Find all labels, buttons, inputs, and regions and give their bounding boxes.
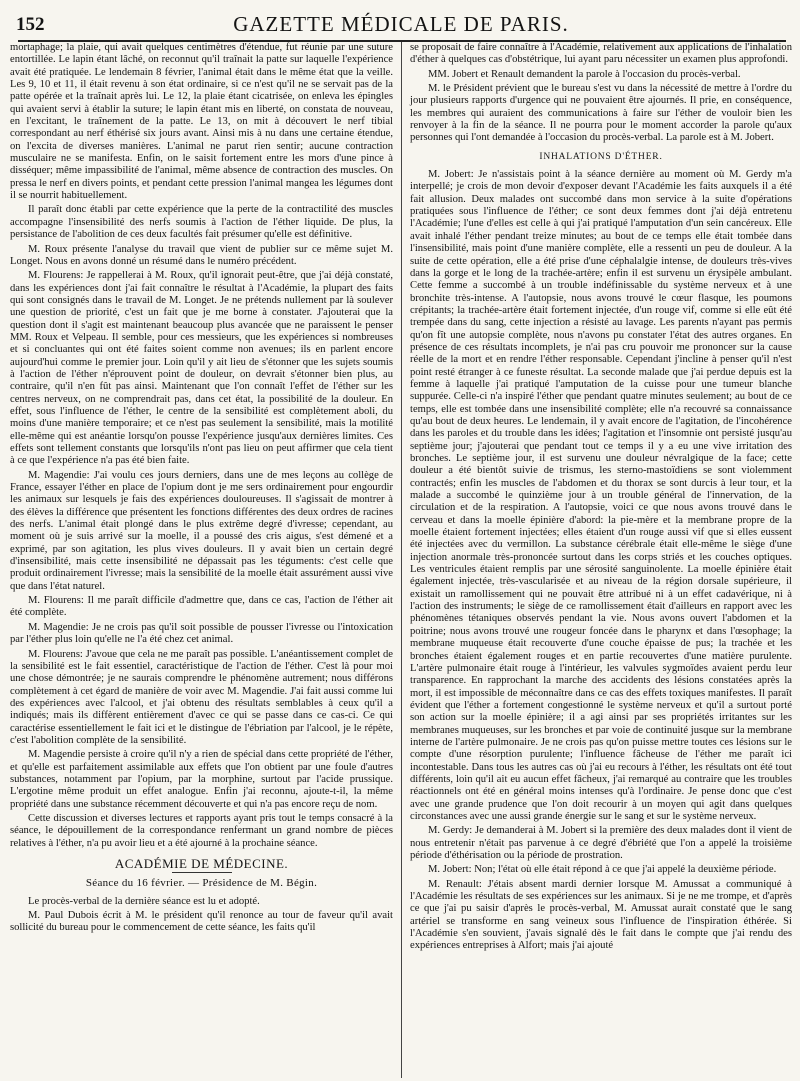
seance-title: Séance du 16 février. — Présidence de M. Bégin.: [85, 877, 318, 890]
paragraph: M. Renault: J'étais absent mardi dernier lorsque M. Amussat a communiqué à l'Académie les résultats de ses expériences sur les animaux. Si je ne me trompe, et d'après ce que j'ai pu saisir d'après le procès-verbal, M. Amussat aurait constaté que le sang artériel se transforme en sang veineux sous l'influence de l'inspiration éthérée. Si l'Académie s'en souvient, j'avais signalé dès le fait dans le compte que j'ai rendu des expériences entreprises à Alfort; mais j'ai ajouté: [410, 878, 792, 952]
paragraph: M. Magendie: Je ne crois pas qu'il soit possible de pousser l'ivresse ou l'intoxication par l'éther plus loin qu'elle ne l'a été chez cet animal.: [10, 621, 393, 646]
paragraph: M. Gerdy: Je demanderai à M. Jobert si la première des deux malades dont il vient de nous entretenir n'était pas parvenue à ce degré d'ébriété que l'on a appelé la troisième période d'éthérisation ou la période de prostration.: [410, 825, 792, 861]
subheading: INHALATIONS D'ÉTHER.: [539, 151, 663, 162]
paragraph: M. Flourens: Il me paraît difficile d'admettre que, dans ce cas, l'action de l'éther ait été complète.: [10, 595, 393, 619]
paragraph: M. Jobert: Non; l'état où elle était répond à ce que j'ai appelé la deuxième période.: [428, 864, 777, 876]
paragraph: Le procès-verbal de la dernière séance est lu et adopté.: [28, 895, 260, 907]
paragraph: M. le Président prévient que le bureau s'est vu dans la nécessité de mettre à l'ordre du jour plusieurs rapports d'urgence qui ne pouvaient être ajournés. Il prie, en conséquence, les membres qui auraient des communications à faire sur l'éther de vouloir bien les renvoyer à la fin de la séance. Il ne pourra pour le moment accorder la parole qu'aux personnes qui l'ont demandée à l'occasion du procès-verbal. La parole est à M. Jobert.: [410, 83, 792, 144]
header-rule: [18, 40, 786, 42]
paragraph: MM. Jobert et Renault demandent la parole à l'occasion du procès-verbal.: [428, 68, 741, 80]
paragraph: M. Flourens: J'avoue que cela ne me paraît pas possible. L'anéantissement complet de la sensibilité est le fait essentiel, caractéristique de l'action de l'éther. C'est là pour moi une chose démontrée; je ne saurais comprendre le phénomène autrement; nous différons complètement à cet égard de manière de voir avec M. Magendie. J'ai fait aussi comme lui des expériences avec l'alcool, et j'ai obtenu des résultats semblables à ceux qu'il a indiqués; mais ils diffèrent entièrement d'avec ce qui se passe dans ce cas-ci. Ce qui caractérise essentiellement le fait ici et le distingue de l'ébriation par l'alcool, je le répète, c'est l'abolition complète de la sensibilité.: [10, 648, 393, 746]
paragraph: M. Flourens: Je rappellerai à M. Roux, qu'il ignorait peut-être, que j'ai déjà constaté, dans les expériences dont j'ai fait connaître le résultat à l'Académie, la plupart des faits qui sont consignés dans le travail de M. Longet. Je ne prétends nullement par là soulever une question de priorité, c'est un fait que je me borne à constater. J'ajouterai que la question dont il s'agit est maintenant beaucoup plus avancée que ne paraissent le penser MM. Roux et Velpeau. Il semble, pour ces messieurs, que les expériences si nombreuses et si concluantes qui ont été faites soient comme non avenues; ils en parlent encore aujourd'hui comme le premier jour. Loin qu'il y ait lieu de s'étonner que les sujets soumis à l'action de l'éther n'éprouvent point de douleur, on devrait s'étonner bien plus, au contraire, qu'il n'en fût pas ainsi. Maintenant que l'on connaît l'effet de l'éther sur les centres nerveux, on ne comprendrait pas, dans cet état, la possibilité de la douleur. En effet, sous l'influence de l'éther, le centre de la sensibilité est complètement aboli, du moins d'une manière temporaire; et ce n'est pas seulement la sensibilité, mais la motilité elle-même qui est anéantie lorsqu'on pousse l'expérience jusqu'aux dernières limites. Ces effets sont tellement constants que lorsqu'ils n'ont pas lieu on peut affirmer que cela tient à ce que l'expérience n'a pas été bien faite.: [10, 270, 393, 467]
section-rule: [172, 872, 232, 873]
page-number: 152: [16, 14, 45, 35]
paragraph: M. Jobert: Je n'assistais point à la séance dernière au moment où M. Gerdy m'a interpellé; je crois de mon devoir d'exposer devant l'Académie les faits auxquels il a été fait allusion. Deux malades ont succombé dans mon service à la suite d'opérations pratiquées sous l'influence de l'éther; ce sont deux femmes dont j'ai déjà entretenu l'Académie; l'une d'elles est celle à qui j'ai pratiqué l'amputation d'un sein cancéreux. Elle avait inhalé l'éther pendant treize minutes; au bout de ce temps elle était tombée dans l'insensibilité, mais point d'une manière complète, elle a ressenti un peu de douleur. A la suite de cette opération, elle a été prise d'une céphalalgie intense, de douleurs très-vives dans la gorge et le long de la trachée-artère; enfin il est survenu un érysipèle ambulant. Cette femme a succombé à un trouble indéfinissable du système nerveux et à une bronchite très-intense. A l'autopsie, nous avons trouvé le cœur flasque, les poumons crépitants; la trachée-artère était fortement injectée, d'un rouge vif, comme si elle eût été trempée dans du sang, cette injection a résisté au lavage. Les parents n'ayant pas permis qu'on fît une autopsie complète, nous n'avons pu constater l'état des autres organes. En présence de ces résultats incomplets, je n'ai pas cru pouvoir me prononcer sur la cause réelle de la mort et en rendre l'éther responsable. Cependant j'incline à penser qu'il n'est point resté étranger à ce funeste résultat. La seconde malade que j'ai perdue depuis est la femme à laquelle j'ai pratiqué l'amputation de la cuisse pour une tumeur blanche suppurée. Celle-ci n'a inspiré l'éther que pendant quatre minutes seulement; au bout de ce temps, elle est tombée dans une insensibilité complète; elle n'a recouvré sa connaissance qu'au bout de deux heures. Le lendemain, il y avait encore de l'agitation, de l'incohérence dans les paroles et du trouble dans les idées; l'agitation et l'insomnie ont persisté jusqu'au septième jour; j'ajouterai que pendant tout ce temps il y a eu une vive irritation des bronches. Le septième jour, il est survenu une douleur névralgique de la face; cette douleur a été bientôt suivie de trismus, les sterno-mastoïdiens se sont violemment contractés; enfin les muscles de l'abdomen et du thorax se sont durcis à leur tour, et la malade a succombé le quinzième jour à un trouble général de l'innervation, de la circulation et de la respiration. A l'autopsie, voici ce que nous avons trouvé dans le cerveau et dans la moelle épinière d'abord: la pie-mère et la membrane propre de la moelle étaient fortement injectées; elles étaient d'un rouge aussi vif que si elles eussent été injectées avec du vermillon. La substance cérébrale était elle-même le siège d'une injection anormale très-prononcée surtout dans les corps striés et les couches optiques. Les ventricules étaient remplis par une sérosité sanguinolente. La moelle épinière était également injectée, très-vascularisée et au niveau de la région dorsale supérieure, il existait un ramollissement qui ne pouvait être attribué ni à un effet cadavérique, ni à l'action des instruments; le siège de ce ramollissement était d'ailleurs en rapport avec les phénomènes tétaniques observés pendant la vie. Nous avons ouvert l'abdomen et la poitrine; nous avons trouvé une rougeur foncée dans le pharynx et dans l'œsophage; la membrane muqueuse était recouverte d'une couche épaisse de pus; la trachée et les bronches étaient également rouges et en partie recouvertes d'une matière purulente. L'artère pulmonaire était rouge à l'intérieur, les valvules sygmoïdes avaient perdu leur transparence. En rapprochant la marche des accidents des lésions constatées après la mort, il est impossible de méconnaître dans ce cas des effets toxiques manifestes. Il paraît évident que l'éther a fortement congestionné le système nerveux et qu'il a surtout porté son action sur la moelle épinière; il a agi ainsi par ses propriétés irritantes sur les membranes muqueuses, sur les bronches et par voie de continuité jusque sur la membrane interne de l'artère pulmonaire. Je ne crois pas qu'on puisse mettre toutes ces lésions sur le compte d'une résorption purulente; l'influence fâcheuse de l'éther me paraît ici incontestable. Dans tous les autres cas où j'ai eu recours à l'éther, les résultats ont été tout différents, loin qu'il ait eu aucun effet fâcheux, j'ai remarqué au contraire que les troubles réactionnels ont été en général moins intenses qu'à l'ordinaire. Je pense donc que c'est avec une grande prudence que l'on doit recourir à un moyen qui agit dans quelques circonstances avec une aussi grande énergie sur le sang et sur le système nerveux.: [410, 169, 792, 822]
paragraph: M. Magendie: J'ai voulu ces jours derniers, dans une de mes leçons au collège de France, essayer l'éther en place de l'opium dont je me sers ordinairement pour engourdir les animaux sur lesquels je fais des expériences douloureuses. Il s'agissait de montrer à des élèves la différence que présentent les fonctions différentes des deux ordres de racines des nerfs. L'animal était plongé dans le plus extrême degré d'ivresse; cependant, au moment où je suis arrivé sur la moelle, il a poussé des cris aigus, s'est démené et a exprimé, par son agitation, les plus vives douleurs. Il y avait bien un certain degré d'insensibilité, mais cette insensibilité ne dépassait pas les téguments: c'est celle que produit ordinairement l'ivresse; mais la sensibilité de la moelle était assurément aussi vive que dans l'état naturel.: [10, 469, 393, 592]
paragraph: mortaphage; la plaie, qui avait quelques centimètres d'étendue, fut réunie par une suture entortillée. Le lapin étant lâché, on reconnut qu'il traînait la patte sur laquelle l'expérience avait été pratiquée. Le lendemain 8 février, l'animal était dans le même état que la veille. Les 9, 10 et 11, il était revenu à son état ordinaire, si ce n'est qu'il ne se servait pas de la patte opérée et la traînait après lui. Le 12, la plaie étant cicatrisée, on enleva les épingles qui avaient servi à établir la suture; le lapin étant mis en liberté, on constata de nouveau, en l'excitant, le traînement de la patte. Le 13, on mit à découvert le nerf tibial correspondant au nerf éthérisé six jours avant. Ainsi mis à nu dans une certaine étendue, on l'excita de diverses manières. L'animal ne parut rien sentir; aucune contraction musculaire ne se manifesta. Enfin, on le saisit fortement entre les mors d'une pince à disséquer; même impassibilité de l'animal, même absence de contraction des muscles. On pressa le nerf en divers points, et pendant cette pression l'animal mangea les légumes dont il se nourrit habituellement.: [10, 42, 393, 202]
section-title: ACADÉMIE DE MÉDECINE.: [114, 856, 289, 871]
paragraph: M. Magendie persiste à croire qu'il n'y a rien de spécial dans cette propriété de l'éther, et qu'elle est parfaitement assimilable aux effets que l'on obtient par une foule d'autres substances, notamment par l'opium, par la morphine, surtout par l'acide prussique. L'ergotine même produit un effet analogue. Enfin j'ai reconnu, ajoute-t-il, la même propriété dans une substance récemment découverte et qui n'a pas encore reçu de nom.: [10, 749, 393, 810]
paragraph: se proposait de faire connaître à l'Académie, relativement aux applications de l'inhalation d'éther à quelques cas d'obstétrique, lui ayant paru nécessiter un examen plus approfondi.: [410, 42, 792, 66]
columns: [10, 42, 792, 1078]
paragraph: M. Paul Dubois écrit à M. le président qu'il renonce au tour de faveur qu'il avait sollicité du bureau pour le commencement de cette séance, les faits qu'il: [10, 910, 393, 934]
right-column: [401, 42, 792, 1078]
paragraph: Il paraît donc établi par cette expérience que la perte de la contractilité des muscles accompagne l'insensibilité des nerfs soumis à l'action de l'éther liquide. De plus, la persistance de l'abolition de ces deux facultés fait présumer qu'elle est définitive.: [10, 204, 393, 241]
left-column: [10, 42, 401, 1078]
journal-title: GAZETTE MÉDICALE DE PARIS.: [233, 12, 569, 36]
paragraph: M. Roux présente l'analyse du travail que vient de publier sur ce même sujet M. Longet. Nous en avons donné un résumé dans le numéro précédent.: [10, 243, 393, 267]
page-header: [10, 0, 792, 42]
paragraph: Cette discussion et diverses lectures et rapports ayant pris tout le temps consacré à la séance, le dépouillement de la correspondance renfermant un grand nombre de pièces relatives à l'éther, n'a pu avoir lieu et a été ajourné à la prochaine séance.: [10, 812, 393, 849]
